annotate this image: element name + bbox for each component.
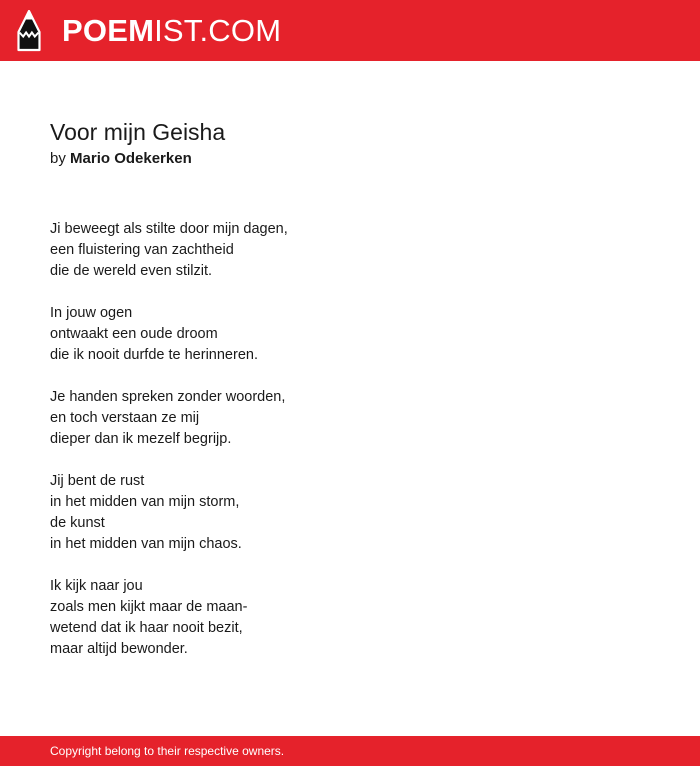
poem-title: Voor mijn Geisha <box>50 119 226 145</box>
poem-line: die de wereld even stilzit. <box>50 263 212 279</box>
poem-line: zoals men kijkt maar de maan- <box>50 599 248 615</box>
poem-content <box>50 117 650 681</box>
stanza <box>50 303 650 366</box>
author-name[interactable]: Mario Odekerken <box>70 150 192 167</box>
poem-line: ontwaakt een oude droom <box>50 326 218 342</box>
site-footer <box>0 736 700 766</box>
byline <box>50 149 650 169</box>
poem-line: Je handen spreken zonder woorden, <box>50 389 286 405</box>
poem-line: en toch verstaan ze mij <box>50 410 200 426</box>
poem-line: dieper dan ik mezelf begrijp. <box>50 431 232 447</box>
poem-line: maar altijd bewonder. <box>50 641 188 657</box>
by-label: by <box>50 150 66 167</box>
pencil-icon <box>16 10 42 52</box>
poem-line: Ik kijk naar jou <box>50 578 143 594</box>
poem-line: in het midden van mijn storm, <box>50 494 240 510</box>
site-logo[interactable] <box>16 9 281 53</box>
poem-line: In jouw ogen <box>50 305 133 321</box>
poem-line: wetend dat ik haar nooit bezit, <box>50 620 243 636</box>
poem-line: die ik nooit durfde te herinneren. <box>50 347 258 363</box>
stanza <box>50 387 650 450</box>
logo-text <box>62 9 281 53</box>
stanza <box>50 576 650 660</box>
site-header <box>0 0 700 61</box>
poem-body <box>50 219 650 660</box>
poem-line: Ji beweegt als stilte door mijn dagen, <box>50 221 288 237</box>
poem-line: in het midden van mijn chaos. <box>50 536 242 552</box>
stanza <box>50 219 650 282</box>
copyright-text: Copyright belong to their respective owners. <box>50 744 285 758</box>
poem-line: Jij bent de rust <box>50 473 145 489</box>
logo-text-bold: POEM <box>62 13 155 48</box>
poem-line: een fluistering van zachtheid <box>50 242 234 258</box>
poem-line: de kunst <box>50 515 105 531</box>
stanza <box>50 471 650 555</box>
logo-text-light: IST.COM <box>154 13 282 48</box>
